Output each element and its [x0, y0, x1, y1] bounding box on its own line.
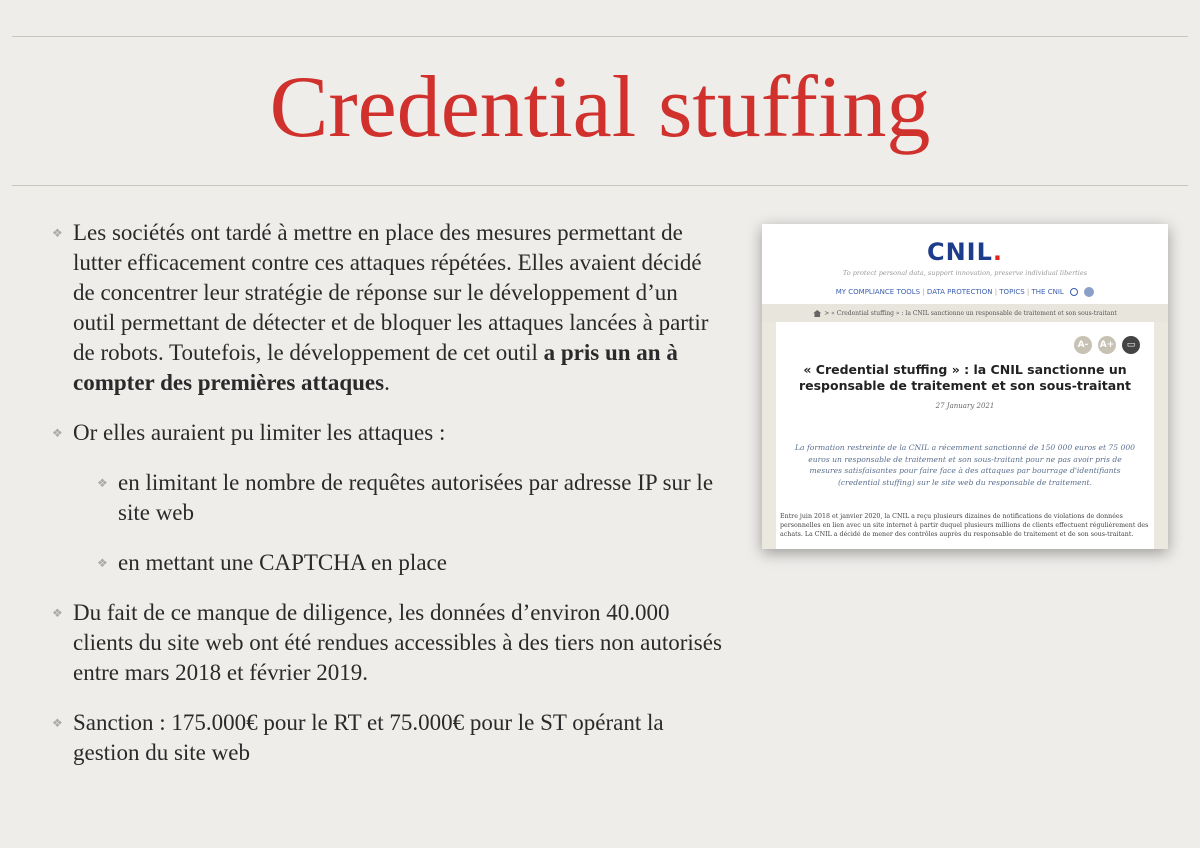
bullet-item: [52, 598, 722, 688]
article-lead: La formation restreinte de la CNIL a récemment sanctionné de 150 000 euros et 75 000 euros un responsable de traitement et son sous-traitant pour ne pas avoir pris de mesures satisfaisantes pour faire face à des attaques par bourrage d'identifiants (credential stuffing) sur le site web du responsable de traitement.: [795, 443, 1135, 487]
print-icon: ▭: [1122, 336, 1140, 354]
cnil-article-screenshot: [762, 224, 1168, 549]
cnil-logo: CNIL.: [926, 238, 1004, 266]
title-rule: [12, 185, 1188, 186]
bullet-text: en mettant une CAPTCHA en place: [118, 550, 447, 575]
bullet-text: Du fait de ce manque de diligence, les données d’environ 40.000 clients du site web ont été rendues accessibles à des tiers non autorisés entre mars 2018 et février 2019.: [73, 600, 722, 685]
bullet-item: [52, 218, 722, 398]
bullet-item: [52, 418, 722, 448]
article-title: « Credential stuffing » : la CNIL sanctionne un responsable de traitement et son sous-traitant: [798, 362, 1132, 393]
right-margin: [1154, 322, 1168, 549]
bullet-mark-icon: ❖: [52, 426, 63, 440]
top-rule: [12, 36, 1188, 37]
bullet-list: [52, 218, 722, 788]
nav-item-compliance-tools: MY COMPLIANCE TOOLS: [835, 288, 921, 296]
breadcrumb: > « Credential stuffing » : la CNIL sanctionne un responsable de traitement et son sous-traitant: [762, 310, 1168, 317]
cnil-nav: MY COMPLIANCE TOOLS | DATA PROTECTION | TOPICS | THE CNIL: [762, 287, 1168, 297]
bullet-text: en limitant le nombre de requêtes autorisées par adresse IP sur le site web: [118, 470, 714, 525]
sub-bullet-item: [97, 548, 722, 578]
cnil-tagline: To protect personal data, support innovation, preserve individual liberties: [842, 269, 1088, 277]
article-tools: [1068, 332, 1140, 354]
bullet-bold-text: a pris un an à compter des premières attaques: [73, 340, 678, 395]
article-body: Entre juin 2018 et janvier 2020, la CNIL a reçu plusieurs dizaines de notifications de violations de données personnelles en lien avec un site internet à partir duquel plusieurs millions de clients effectuent régulièrement des achats. La CNIL a décidé de mener des contrôles auprès du responsable de traitement et de son sous-traitant.: [780, 513, 1149, 538]
left-margin: [762, 322, 776, 549]
bullet-text: Les sociétés ont tardé à mettre en place des mesures permettant de lutter efficacement contre ces attaques répétées. Elles avaient décidé de concentrer leur stratégie de réponse sur le développement d’un outil permettant de détecter et de bloquer les attaques lancées à partir de robots. Toutefois, le développement de cet outil: [73, 220, 709, 365]
nav-item-the-cnil: THE CNIL: [1031, 288, 1064, 296]
twitter-icon: [1084, 287, 1094, 297]
bullet-text-end: .: [384, 370, 390, 395]
bullet-mark-icon: ❖: [97, 556, 108, 570]
bullet-text: Sanction : 175.000€ pour le RT et 75.000€ pour le ST opérant la gestion du site web: [73, 710, 664, 765]
bullet-text: Or elles auraient pu limiter les attaques :: [73, 420, 446, 445]
nav-item-data-protection: DATA PROTECTION: [926, 288, 993, 296]
slide-title: Credential stuffing: [269, 59, 931, 156]
home-icon: [813, 310, 821, 317]
sub-bullet-item: [97, 468, 722, 528]
bullet-mark-icon: ❖: [52, 226, 63, 240]
bullet-item: [52, 708, 722, 768]
font-decrease-icon: A-: [1074, 336, 1092, 354]
font-increase-icon: A+: [1098, 336, 1116, 354]
bullet-mark-icon: ❖: [52, 716, 63, 730]
search-icon: [1070, 288, 1078, 296]
nav-item-topics: TOPICS: [999, 288, 1025, 296]
article-date: 27 January 2021: [935, 402, 995, 410]
bullet-mark-icon: ❖: [52, 606, 63, 620]
bullet-mark-icon: ❖: [97, 476, 108, 490]
